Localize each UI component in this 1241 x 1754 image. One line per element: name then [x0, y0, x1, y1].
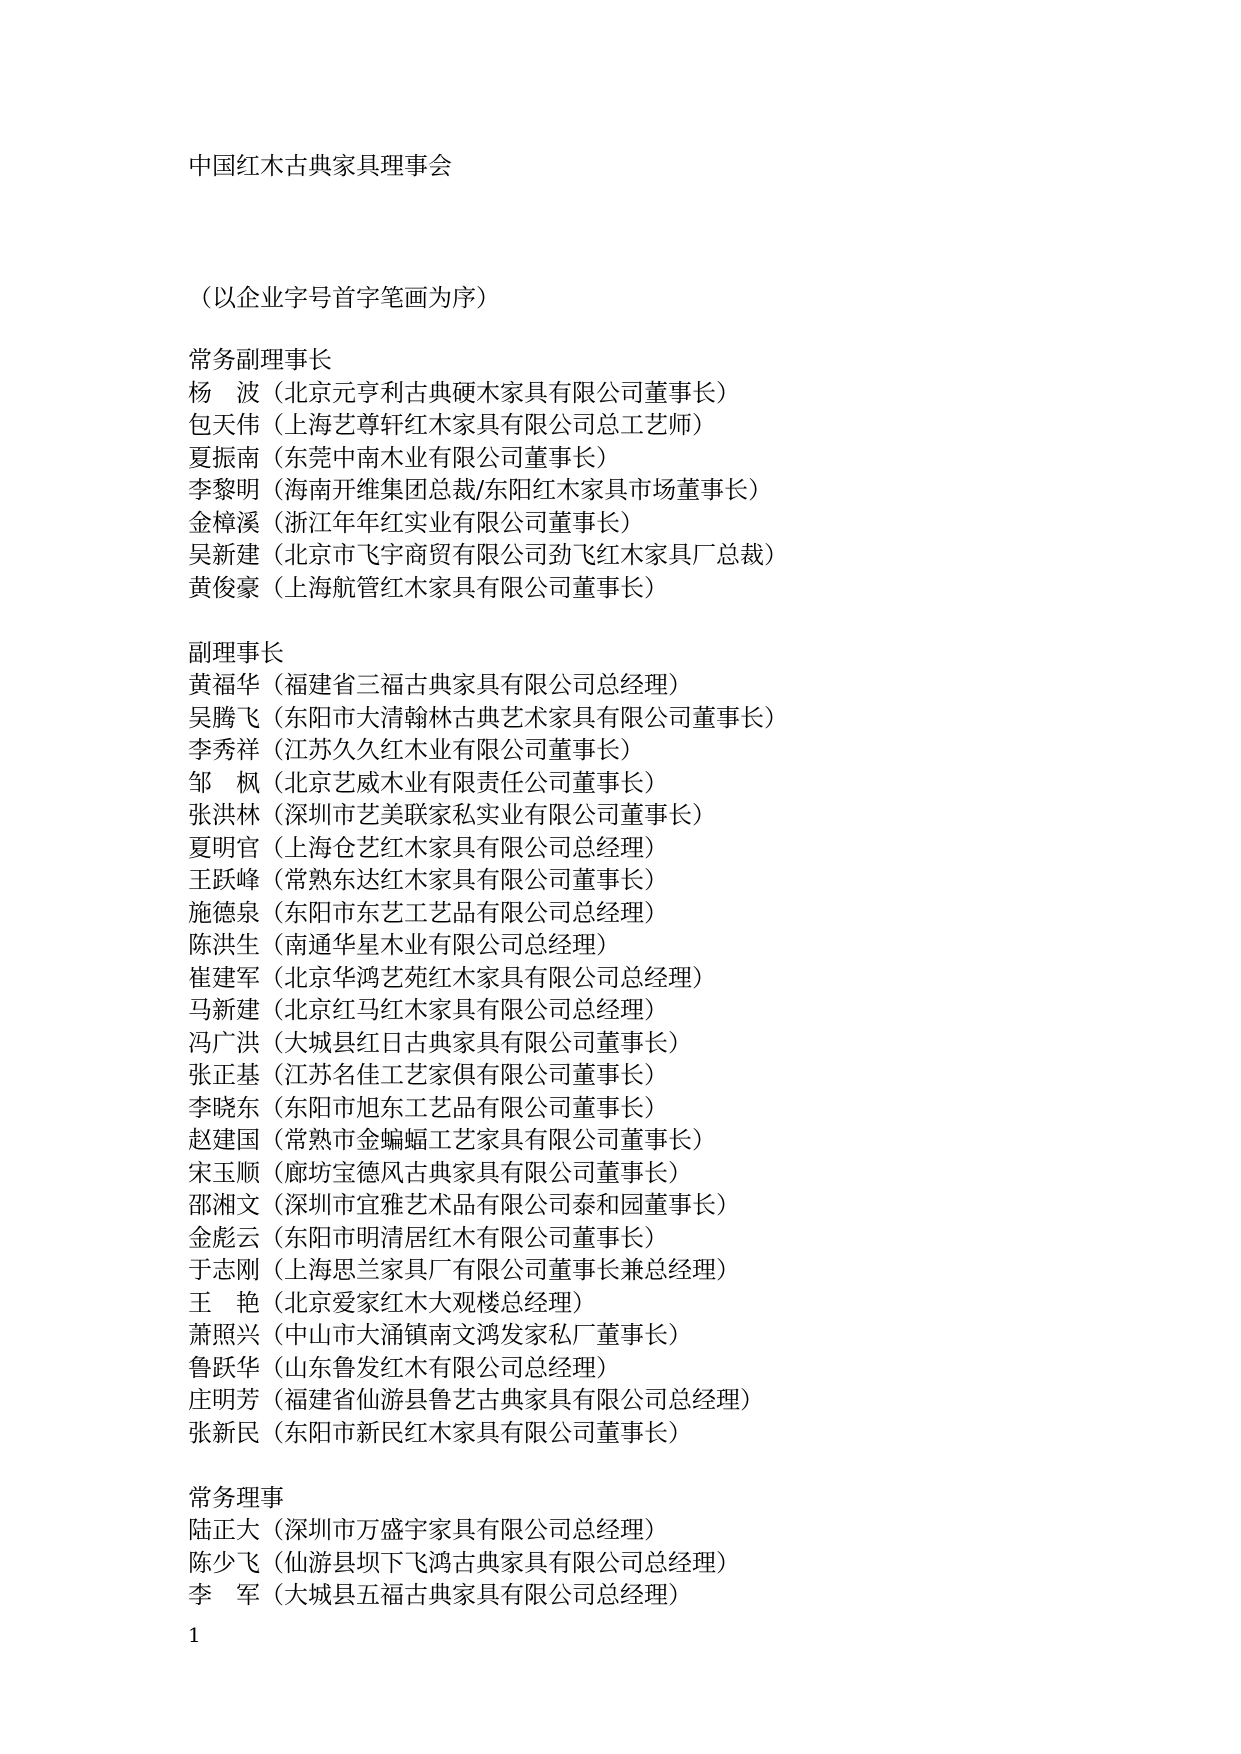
member-organization: （海南开维集团总裁/东阳红木家具市场董事长） — [260, 476, 773, 504]
member-name: 陈洪生 — [188, 931, 260, 959]
page-number: 1 — [188, 1623, 201, 1647]
member-organization: （深圳市万盛宇家具有限公司总经理） — [260, 1516, 668, 1544]
member-organization: （浙江年年红实业有限公司董事长） — [260, 508, 644, 537]
member-name: 张洪林 — [188, 801, 260, 829]
member-row — [188, 507, 788, 540]
member-row — [188, 539, 788, 572]
ordering-note: （以企业字号首字笔画为序） — [188, 284, 500, 312]
member-row — [188, 1254, 788, 1287]
member-row — [188, 1124, 788, 1157]
member-row — [188, 377, 788, 410]
member-row — [188, 409, 788, 442]
member-organization: （上海航管红木家具有限公司董事长） — [260, 573, 668, 602]
member-name: 庄明芳 — [188, 1386, 260, 1414]
member-name: 张新民 — [188, 1418, 260, 1447]
section-heading: 常务理事 — [188, 1483, 284, 1512]
member-section — [188, 637, 788, 1450]
member-name: 金彪云 — [188, 1223, 260, 1252]
member-row — [188, 1222, 788, 1255]
section-heading: 常务副理事长 — [188, 346, 332, 374]
member-row — [188, 1157, 788, 1190]
member-name: 夏振南 — [188, 443, 260, 472]
member-organization: （深圳市艺美联家私实业有限公司董事长） — [260, 801, 716, 829]
member-organization: （北京元亨利古典硬木家具有限公司董事长） — [260, 378, 740, 407]
member-name: 萧照兴 — [188, 1321, 260, 1349]
member-row — [188, 474, 788, 507]
member-organization: （常熟东达红木家具有限公司董事长） — [260, 866, 668, 894]
member-sections — [188, 344, 788, 1612]
member-row — [188, 994, 788, 1027]
member-row — [188, 832, 788, 865]
member-row — [188, 1027, 788, 1060]
member-row — [188, 1092, 788, 1125]
member-row — [188, 1547, 788, 1580]
member-name: 陈少飞 — [188, 1548, 260, 1577]
member-name: 李黎明 — [188, 476, 260, 504]
member-section — [188, 1482, 788, 1612]
member-organization: （上海艺尊轩红木家具有限公司总工艺师） — [260, 411, 716, 439]
member-name: 冯广洪 — [188, 1028, 260, 1057]
document-title: 中国红木古典家具理事会 — [188, 152, 452, 180]
member-name: 鲁跃华 — [188, 1353, 260, 1382]
member-row — [188, 1287, 788, 1320]
member-organization: （上海仓艺红木家具有限公司总经理） — [260, 833, 668, 862]
member-row — [188, 1059, 788, 1092]
member-organization: （上海思兰家具厂有限公司董事长兼总经理） — [260, 1256, 740, 1284]
member-organization: （北京红马红木家具有限公司总经理） — [260, 996, 668, 1024]
member-name: 陆正大 — [188, 1516, 260, 1544]
member-organization: （东阳市新民红木家具有限公司董事长） — [260, 1418, 692, 1447]
member-row — [188, 897, 788, 930]
member-name: 李晓东 — [188, 1093, 260, 1122]
member-row — [188, 864, 788, 897]
member-row — [188, 767, 788, 800]
member-name: 金樟溪 — [188, 508, 260, 537]
member-row — [188, 734, 788, 767]
member-organization: （福建省三福古典家具有限公司总经理） — [260, 671, 692, 699]
member-name: 杨波 — [188, 378, 260, 407]
member-organization: （东阳市明清居红木有限公司董事长） — [260, 1223, 668, 1252]
member-name: 吴新建 — [188, 541, 260, 569]
member-name: 于志刚 — [188, 1256, 260, 1284]
member-name: 王跃峰 — [188, 866, 260, 894]
member-organization: （东阳市旭东工艺品有限公司董事长） — [260, 1093, 668, 1122]
member-organization: （廊坊宝德风古典家具有限公司董事长） — [260, 1158, 692, 1187]
member-organization: （北京华鸿艺苑红木家具有限公司总经理） — [260, 963, 716, 992]
member-name: 张正基 — [188, 1061, 260, 1089]
member-name: 李秀祥 — [188, 736, 260, 764]
member-name: 邹枫 — [188, 768, 260, 797]
member-organization: （常熟市金蝙蝠工艺家具有限公司董事长） — [260, 1126, 716, 1154]
member-organization: （北京爱家红木大观楼总经理） — [260, 1288, 596, 1317]
member-row — [188, 572, 788, 605]
member-row — [188, 1417, 788, 1450]
member-organization: （东莞中南木业有限公司董事长） — [260, 443, 620, 472]
member-row — [188, 1579, 788, 1612]
member-organization: （东阳市东艺工艺品有限公司总经理） — [260, 898, 668, 927]
member-organization: （仙游县坝下飞鸿古典家具有限公司总经理） — [260, 1548, 740, 1577]
member-row — [188, 1319, 788, 1352]
member-name: 吴腾飞 — [188, 703, 260, 732]
member-organization: （南通华星木业有限公司总经理） — [260, 931, 620, 959]
member-row — [188, 702, 788, 735]
member-row — [188, 669, 788, 702]
member-name: 赵建国 — [188, 1126, 260, 1154]
member-row — [188, 442, 788, 475]
member-organization: （大城县五福古典家具有限公司总经理） — [260, 1581, 692, 1609]
section-heading: 副理事长 — [188, 638, 284, 667]
member-organization: （中山市大涌镇南文鸿发家私厂董事长） — [260, 1321, 692, 1349]
member-organization: （东阳市大清翰林古典艺术家具有限公司董事长） — [260, 703, 788, 732]
member-row — [188, 799, 788, 832]
member-organization: （江苏久久红木业有限公司董事长） — [260, 736, 644, 764]
member-section — [188, 344, 788, 604]
member-organization: （江苏名佳工艺家俱有限公司董事长） — [260, 1061, 668, 1089]
member-name: 邵湘文 — [188, 1191, 260, 1219]
member-name: 夏明官 — [188, 833, 260, 862]
member-row — [188, 1189, 788, 1222]
member-organization: （大城县红日古典家具有限公司董事长） — [260, 1028, 692, 1057]
member-name: 黄福华 — [188, 671, 260, 699]
member-name: 马新建 — [188, 996, 260, 1024]
member-organization: （福建省仙游县鲁艺古典家具有限公司总经理） — [260, 1386, 764, 1414]
member-name: 王艳 — [188, 1288, 260, 1317]
member-row — [188, 962, 788, 995]
member-name: 宋玉顺 — [188, 1158, 260, 1187]
member-row — [188, 929, 788, 962]
member-name: 崔建军 — [188, 963, 260, 992]
member-row — [188, 1384, 788, 1417]
member-row — [188, 1352, 788, 1385]
member-name: 李军 — [188, 1581, 260, 1609]
member-name: 黄俊豪 — [188, 573, 260, 602]
member-name: 包天伟 — [188, 411, 260, 439]
member-organization: （北京艺威木业有限责任公司董事长） — [260, 768, 668, 797]
member-name: 施德泉 — [188, 898, 260, 927]
member-organization: （山东鲁发红木有限公司总经理） — [260, 1353, 620, 1382]
member-row — [188, 1514, 788, 1547]
member-organization: （深圳市宜雅艺术品有限公司泰和园董事长） — [260, 1191, 740, 1219]
member-organization: （北京市飞宇商贸有限公司劲飞红木家具厂总裁） — [260, 541, 788, 569]
